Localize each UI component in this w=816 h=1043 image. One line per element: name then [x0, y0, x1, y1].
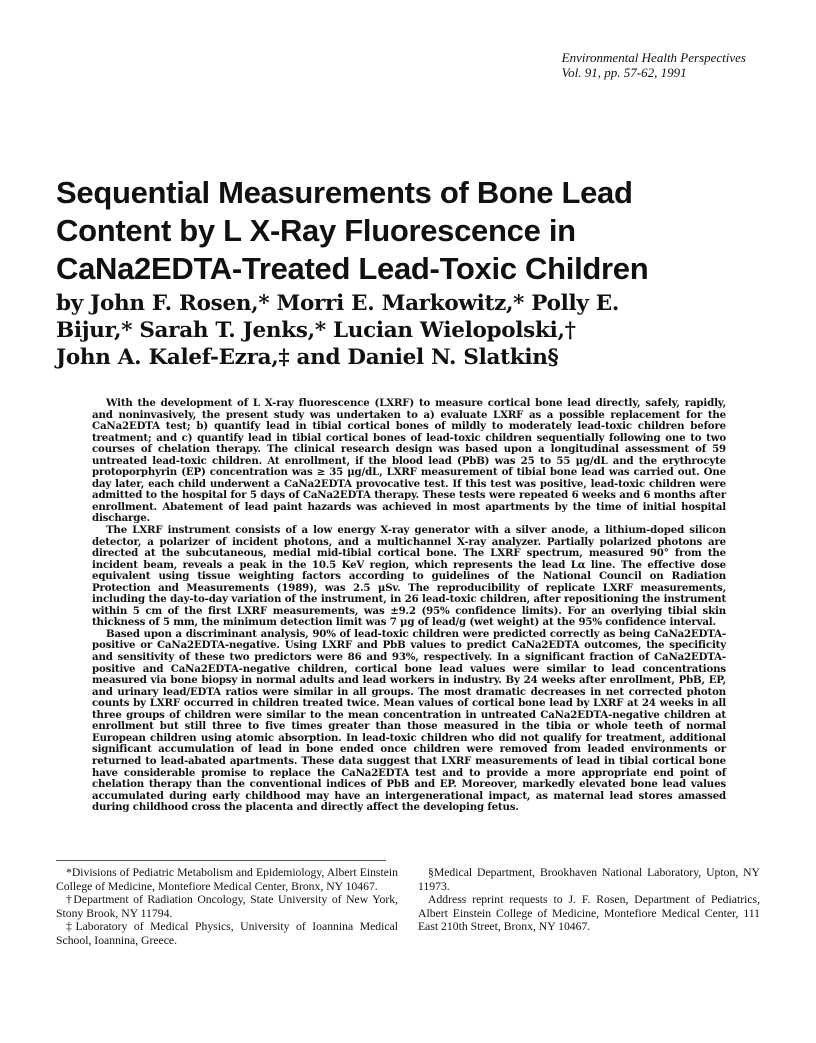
title-line-1: Sequential Measurements of Bone Lead [56, 175, 633, 210]
journal-citation [562, 50, 746, 80]
footnote-reprint-address: Address reprint requests to J. F. Rosen, Department of Pediatrics, Albert Einstein College of Medicine, Montefiore Medical Center, 111 East 210th Street, Bronx, NY 10467. [418, 893, 760, 934]
footnote-affiliation: *Divisions of Pediatric Metabolism and Epidemiology, Albert Einstein College of Medicine, Montefiore Medical Center, Bronx, NY 10467. [56, 866, 398, 893]
journal-volume: Vol. 91, pp. 57-62, 1991 [561, 65, 687, 80]
article-title [56, 174, 756, 288]
abstract-paragraph: Based upon a discriminant analysis, 90% of lead-toxic children were predicted correctly as being CaNa2EDTA-positive or CaNa2EDTA-negative. Using LXRF and PbB values to predict CaNa2EDTA outcomes, the specificity and sensitivity of these two predictors were 86 and 93%, respectively. In a significant fraction of CaNa2EDTA-positive and CaNa2EDTA-negative children, cortical bone lead values were similar to lead concentrations measured via bone biopsy in normal adults and lead workers in industry. By 24 weeks after enrollment, PbB, EP, and urinary lead/EDTA ratios were similar in all groups. The most dramatic decreases in net corrected photon counts by LXRF occurred in children treated twice. Mean values of cortical bone lead by LXRF at 24 weeks in all three groups of children were similar to the mean concentration in untreated CaNa2EDTA-negative children at enrollment but still three to five times greater than those measured in the tibia or whole teeth of normal European children using atomic absorption. In lead-toxic children who did not qualify for treatment, additional significant accumulation of lead in bone ended once children were removed from leaded environments or returned to lead-abated apartments. These data suggest that LXRF measurements of lead in tibial cortical bone have considerable promise to replace the CaNa2EDTA test and to provide a more appropriate end point of chelation therapy than the conventional indices of PbB and EP. Moreover, markedly elevated bone lead values accumulated during early childhood may have an intergenerational impact, as maternal lead stores amassed during childhood cross the placenta and directly affect the developing fetus. [92, 627, 726, 814]
journal-name: Environmental Health Perspectives [561, 50, 746, 65]
title-line-2: Content by L X-Ray Fluorescence in [56, 213, 576, 248]
author-line-1: by John F. Rosen,* Morri E. Markowitz,* Polly E. [56, 291, 620, 316]
footnote-affiliation: †Department of Radiation Oncology, State University of New York, Stony Brook, NY 11794. [56, 893, 398, 920]
footnote-affiliation: ‡Laboratory of Medical Physics, University of Ioannina Medical School, Ioannina, Greece. [56, 920, 398, 947]
abstract-paragraph: The LXRF instrument consists of a low energy X-ray generator with a silver anode, a lithium-doped silicon detector, a polarizer of incident photons, and a multichannel X-ray analyzer. Partially polarized photons are directed at the subcutaneous, medial mid-tibial cortical bone. The LXRF spectrum, measured 90° from the incident beam, reveals a peak in the 10.5 KeV region, which represents the lead Lα line. The effective dose equivalent using tissue weighting factors according to guidelines of the National Council on Radiation Protection and Measurements (1989), was 2.5 μSv. The reproducibility of replicate LXRF measurements, including the day-to-day variation of the instrument, in 26 lead-toxic children, after repositioning the instrument within 5 cm of the first LXRF measurements, was ±9.2 (95% confidence limits). For an overlying tibial skin thickness of 5 mm, the minimum detection limit was 7 μg of lead/g (wet weight) at the 95% confidence interval. [92, 524, 726, 629]
abstract-paragraph: With the development of L X-ray fluorescence (LXRF) to measure cortical bone lead directly, safely, rapidly, and noninvasively, the present study was undertaken to a) evaluate LXRF as a possible replacement for the CaNa2EDTA test; b) quantify lead in tibial cortical bones of mildly to moderately lead-toxic children before treatment; and c) quantify lead in tibial cortical bones of lead-toxic children sequentially following one to two courses of chelation therapy. The clinical research design was based upon a longitudinal assessment of 59 untreated lead-toxic children. At enrollment, if the blood lead (PbB) was 25 to 55 μg/dL and the erythrocyte protoporphyrin (EP) concentration was ≥ 35 μg/dL, LXRF measurement of tibial bone lead was carried out. One day later, each child underwent a CaNa2EDTA provocative test. If this test was positive, lead-toxic children were admitted to the hospital for 5 days of CaNa2EDTA therapy. These tests were repeated 6 weeks and 6 months after enrollment. Abatement of lead paint hazards was achieved in most apartments by the time of initial hospital discharge. [92, 397, 726, 525]
footnotes [56, 866, 760, 948]
author-line-2: Bijur,* Sarah T. Jenks,* Lucian Wielopolski,† [56, 318, 576, 343]
author-list [56, 290, 756, 371]
footnote-affiliation: §Medical Department, Brookhaven National Laboratory, Upton, NY 11973. [418, 866, 760, 893]
title-line-3: CaNa2EDTA-Treated Lead-Toxic Children [56, 251, 649, 286]
author-line-3: John A. Kalef-Ezra,‡ and Daniel N. Slatkin§ [56, 345, 559, 370]
footnote-divider [56, 860, 386, 861]
abstract [92, 398, 726, 814]
